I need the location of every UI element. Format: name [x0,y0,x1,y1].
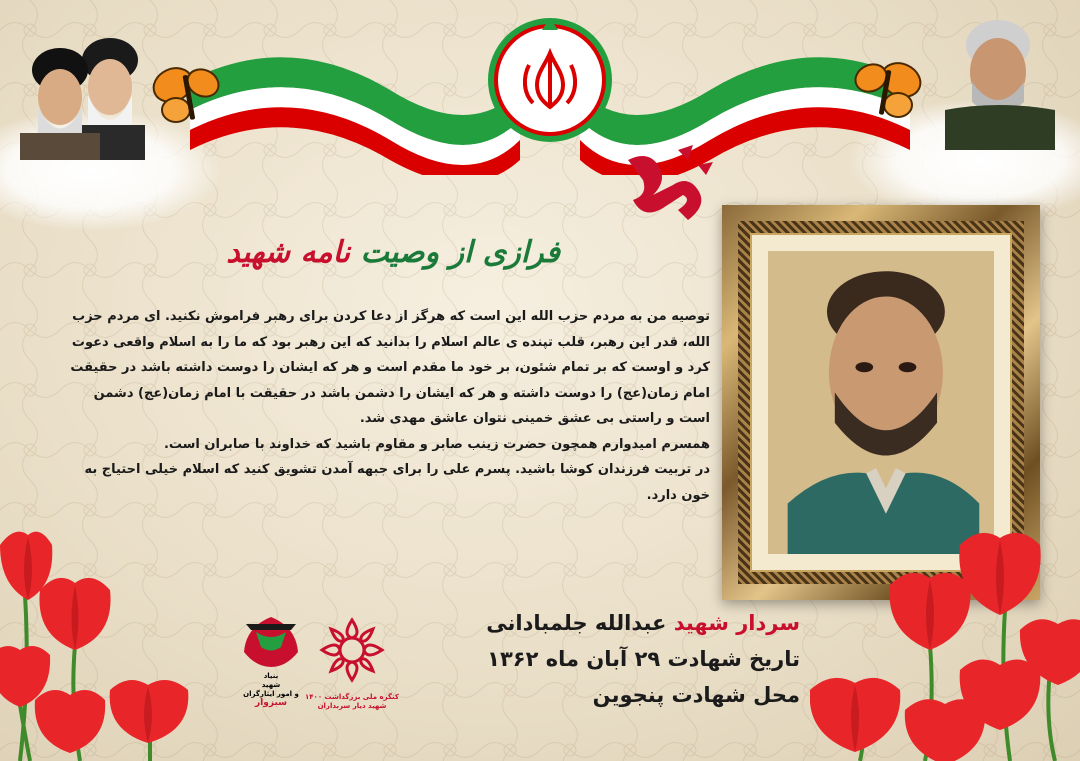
title-part1: فرازی از وصیت [360,235,560,270]
rank-label: سردار شهید [673,611,800,635]
paragraph: در تربیت فرزندان کوشا باشید. پسرم علی را برای جبهه آمدن تشویق کنید که اسلام خیلی احتیاج به خون دارد. [84,462,710,503]
butterfly-icon [846,50,926,130]
tulip-icon [810,520,1080,761]
title-part2: نامه شهید [226,235,351,270]
martyr-info [440,605,800,713]
name-row [440,605,800,641]
leaders-portrait-left [15,25,145,160]
commander-portrait-right [930,10,1060,150]
ya-shahid-calligraphy-icon [618,140,718,235]
martyrdom-date: تاریخ شهادت ۲۹ آبان ماه ۱۳۶۲ [487,647,800,671]
foundation-logo-text: بنیاد شهید و امور ایثارگران سبزوار [243,672,299,708]
congress-logo-icon [312,610,392,690]
butterfly-icon [148,55,228,135]
martyr-name: عبدالله جلمبادانی [486,611,667,635]
martyrdom-place: محل شهادت پنجوین [592,683,800,707]
paragraph: همسرم امیدوارم همچون حضرت زینب صابر و مقاوم باشید که خداوند با صابران است. [163,436,710,452]
congress-logo-text: کنگره ملی بزرگداشت ۱۴۰۰ شهید دیار سربداران [305,693,399,710]
foundation-logo-icon [236,612,306,672]
martyr-portrait-image [768,251,994,554]
paragraph: توصیه من به مردم حزب الله این است که هرگز از دعا کردن برای رهبر فراموش نکنید. ای مردم حزب الله، قدر این رهبر، قلب تپنده ی عالم اسلام را بدانید که این رهبر بود که ما را به اسلام واقعی دعوت کرد و اوست که بر تمام شئون، بر خود ما مقدم است و هر که ایشان را دوست داشته باشد در حقیقت امام زمان(عج) را دوست داشته و هر که ایشان را دشمن باشد در حقیقت با امام زمان(عج) دشمن است و راستی بی عشق خمینی نتوان عاشق مهدی شد. [70,309,710,426]
tulip-icon [0,525,210,761]
will-excerpt-text [70,304,710,508]
page-title [226,235,560,270]
martyr-photo [768,251,994,554]
iran-emblem-icon [515,45,585,115]
title-area [226,205,620,285]
